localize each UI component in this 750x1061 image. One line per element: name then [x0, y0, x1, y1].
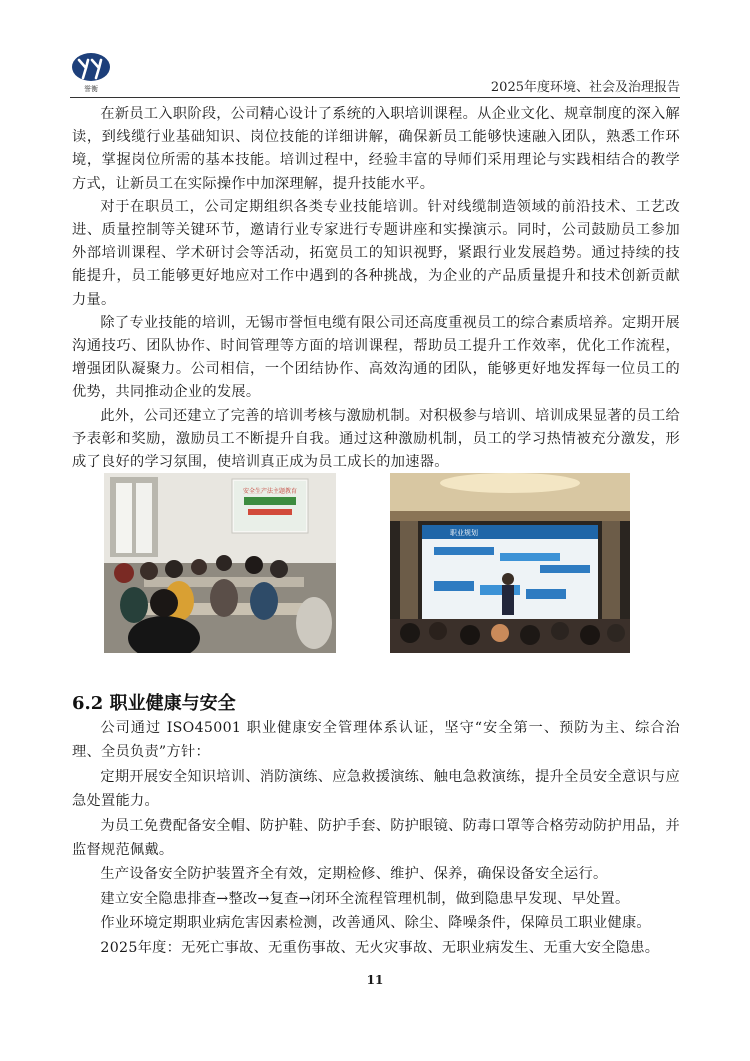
- ohs-equipment: 生产设备安全防护装置齐全有效，定期检修、维护、保养，确保设备安全运行。: [100, 866, 608, 883]
- paragraph-incentives: 此外，公司还建立了完善的培训考核与激励机制。对积极参与培训、培训成果显著的员工给予表彰和奖励，激励员工不断提升自我。通过这种激励机制，员工的学习热情被充分激发，形成了良好的学习氛围，使培训真正成为员工成长的加速器。: [72, 407, 680, 471]
- page-number: 11: [366, 973, 384, 987]
- paragraph-soft-skills: 除了专业技能的培训，无锡市誉恒电缆有限公司还高度重视员工的综合素质培养。定期开展沟通技巧、团队协作、时间管理等方面的培训课程，帮助员工提升工作效率，优化工作流程，增强团队凝聚力。公司相信，一个团结协作、高效沟通的团队，能够更好地发挥每一位员工的优势，共同推动企业的发展。: [72, 314, 680, 401]
- ohs-hazard-process: 建立安全隐患排查→整改→复查→闭环全流程管理机制，做到隐患早发现、早处置。: [100, 890, 630, 907]
- training-paragraphs: [72, 103, 680, 474]
- paragraph-in-service: 对于在职员工，公司定期组织各类专业技能培训。针对线缆制造领域的前沿技术、工艺改进、质量控制等关键环节，邀请行业专家进行专题讲座和实操演示。同时，公司鼓励员工参加外部培训课程、学术研讨会等活动，拓宽员工的知识视野，紧跟行业发展趋势。通过持续的技能提升，员工能够更好地应对工作中遇到的各种挑战，为企业的产品质量提升和技术创新贡献力量。: [72, 198, 680, 308]
- ohs-policy: 公司通过 ISO45001 职业健康安全管理体系认证，坚守“安全第一、预防为主、综合治理、全员负责”方针：: [72, 720, 680, 761]
- logo-caption: 誉衡: [84, 85, 98, 93]
- report-title: 2025年度环境、社会及治理报告: [490, 80, 680, 95]
- training-photo-classroom: [104, 473, 336, 653]
- paragraph-new-staff: 在新员工入职阶段，公司精心设计了系统的入职培训课程。从企业文化、规章制度的深入解读，到线缆行业基础知识、岗位技能的详细讲解，确保新员工能够快速融入团队，熟悉工作环境，掌握岗位所需的基本技能。培训过程中，经验丰富的导师们采用理论与实践相结合的教学方式，让新员工在实际操作中加深理解，提升技能水平。: [72, 106, 680, 192]
- header-divider: [70, 97, 680, 98]
- ohs-drills: 定期开展安全知识培训、消防演练、应急救援演练、触电急救演练，提升全员安全意识与应急处置能力。: [72, 768, 680, 810]
- training-photo-conference: [390, 473, 630, 653]
- section-heading: 6.2 职业健康与安全: [72, 693, 236, 714]
- ohs-ppe: 为员工免费配备安全帽、防护鞋、防护手套、防护眼镜、防毒口罩等合格劳动防护用品，并监督规范佩戴。: [72, 817, 680, 859]
- slide-title-left: 安全生产法主题教育: [242, 488, 298, 495]
- ohs-2025-results: 2025年度：无死亡事故、无重伤事故、无火灾事故、无职业病发生、无重大安全隐患。: [100, 939, 660, 956]
- slide-title-right: 职业规划: [450, 529, 478, 537]
- ohs-environment: 作业环境定期职业病危害因素检测，改善通风、除尘、降噪条件，保障员工职业健康。: [100, 915, 651, 932]
- ohs-paragraphs: [72, 716, 680, 960]
